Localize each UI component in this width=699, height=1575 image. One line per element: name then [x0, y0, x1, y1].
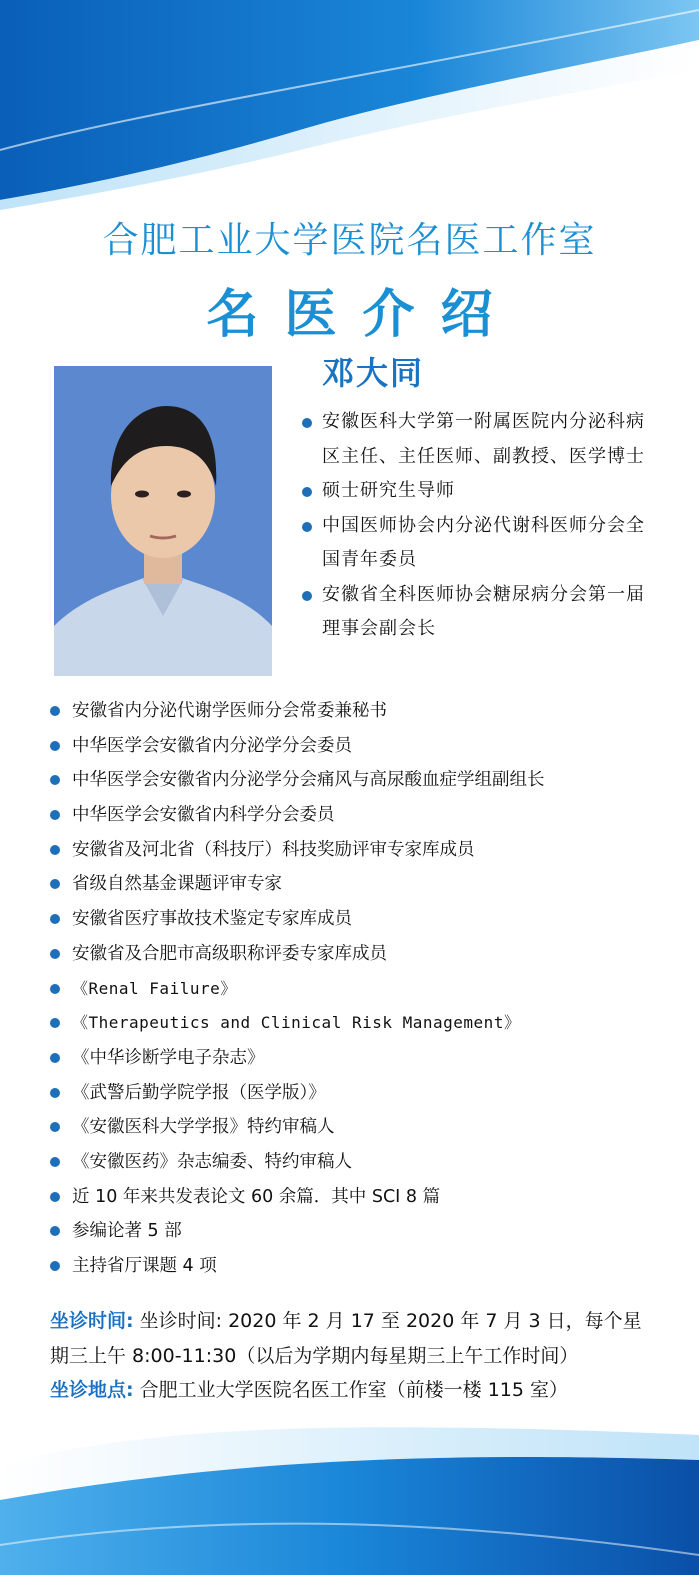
clinic-place — [50, 1373, 650, 1408]
list-item: 安徽省医疗事故技术鉴定专家库成员 — [50, 902, 670, 937]
list-item: 中华医学会安徽省内分泌学分会痛风与高尿酸血症学组副组长 — [50, 763, 670, 798]
bullet-icon — [50, 1226, 60, 1236]
list-item: 主持省厅课题 4 项 — [50, 1249, 670, 1284]
bullet-icon — [50, 1261, 60, 1271]
bullet-icon — [50, 706, 60, 716]
clinic-time-text: 坐诊时间: 2020 年 2 月 17 至 2020 年 7 月 3 日，每个星期三上午 8:00-11:30（以后为学期内每星期三上午工作时间） — [50, 1310, 642, 1367]
bullet-icon — [302, 591, 312, 601]
clinic-place-label: 坐诊地点: — [50, 1379, 134, 1401]
bullet-icon — [50, 845, 60, 855]
bullet-icon — [50, 1157, 60, 1167]
list-item: 安徽省及合肥市高级职称评委专家库成员 — [50, 937, 670, 972]
list-item: 安徽省内分泌代谢学医师分会常委兼秘书 — [50, 694, 670, 729]
bullet-icon — [50, 1018, 60, 1028]
bullet-icon — [50, 1088, 60, 1098]
bullet-icon — [302, 522, 312, 532]
clinic-time-label: 坐诊时间: — [50, 1310, 134, 1332]
list-item: 中国医师协会内分泌代谢科医师分会全国青年委员 — [302, 509, 652, 578]
intro-list — [302, 405, 652, 647]
list-item: 《Therapeutics and Clinical Risk Management》 — [50, 1006, 670, 1041]
list-item: 省级自然基金课题评审专家 — [50, 867, 670, 902]
list-item: 《Renal Failure》 — [50, 972, 670, 1007]
list-item: 中华医学会安徽省内科学分会委员 — [50, 798, 670, 833]
top-wave-banner — [0, 0, 699, 230]
list-item: 安徽省全科医师协会糖尿病分会第一届理事会副会长 — [302, 578, 652, 647]
list-item: 《安徽医科大学学报》特约审稿人 — [50, 1110, 670, 1145]
list-item: 《中华诊断学电子杂志》 — [50, 1041, 670, 1076]
clinic-time — [50, 1304, 650, 1373]
doctor-photo — [54, 366, 272, 676]
list-item: 近 10 年来共发表论文 60 余篇．其中 SCI 8 篇 — [50, 1180, 670, 1215]
bullet-icon — [50, 914, 60, 924]
list-item: 硕士研究生导师 — [302, 474, 652, 509]
doctor-name: 邓大同 — [322, 354, 425, 392]
bullet-icon — [50, 879, 60, 889]
list-item: 安徽医科大学第一附属医院内分泌科病区主任、主任医师、副教授、医学博士 — [302, 405, 652, 474]
clinic-place-text: 合肥工业大学医院名医工作室（前楼一楼 115 室） — [133, 1379, 568, 1401]
bullet-icon — [50, 1192, 60, 1202]
bullet-icon — [50, 741, 60, 751]
credentials-list — [50, 694, 670, 1284]
clinic-info — [50, 1304, 650, 1408]
list-item: 《安徽医药》杂志编委、特约审稿人 — [50, 1145, 670, 1180]
bullet-icon — [302, 418, 312, 428]
bullet-icon — [50, 1122, 60, 1132]
bullet-icon — [50, 810, 60, 820]
bullet-icon — [50, 949, 60, 959]
list-item: 中华医学会安徽省内分泌学分会委员 — [50, 729, 670, 764]
bullet-icon — [302, 487, 312, 497]
page-subtitle: 名医介绍 — [206, 285, 519, 345]
list-item: 参编论著 5 部 — [50, 1214, 670, 1249]
page-title: 合肥工业大学医院名医工作室 — [102, 220, 597, 261]
list-item: 《武警后勤学院学报（医学版）》 — [50, 1076, 670, 1111]
list-item: 安徽省及河北省（科技厅）科技奖励评审专家库成员 — [50, 833, 670, 868]
bottom-wave-banner — [0, 1405, 699, 1575]
bullet-icon — [50, 984, 60, 994]
bullet-icon — [50, 1053, 60, 1063]
bullet-icon — [50, 775, 60, 785]
